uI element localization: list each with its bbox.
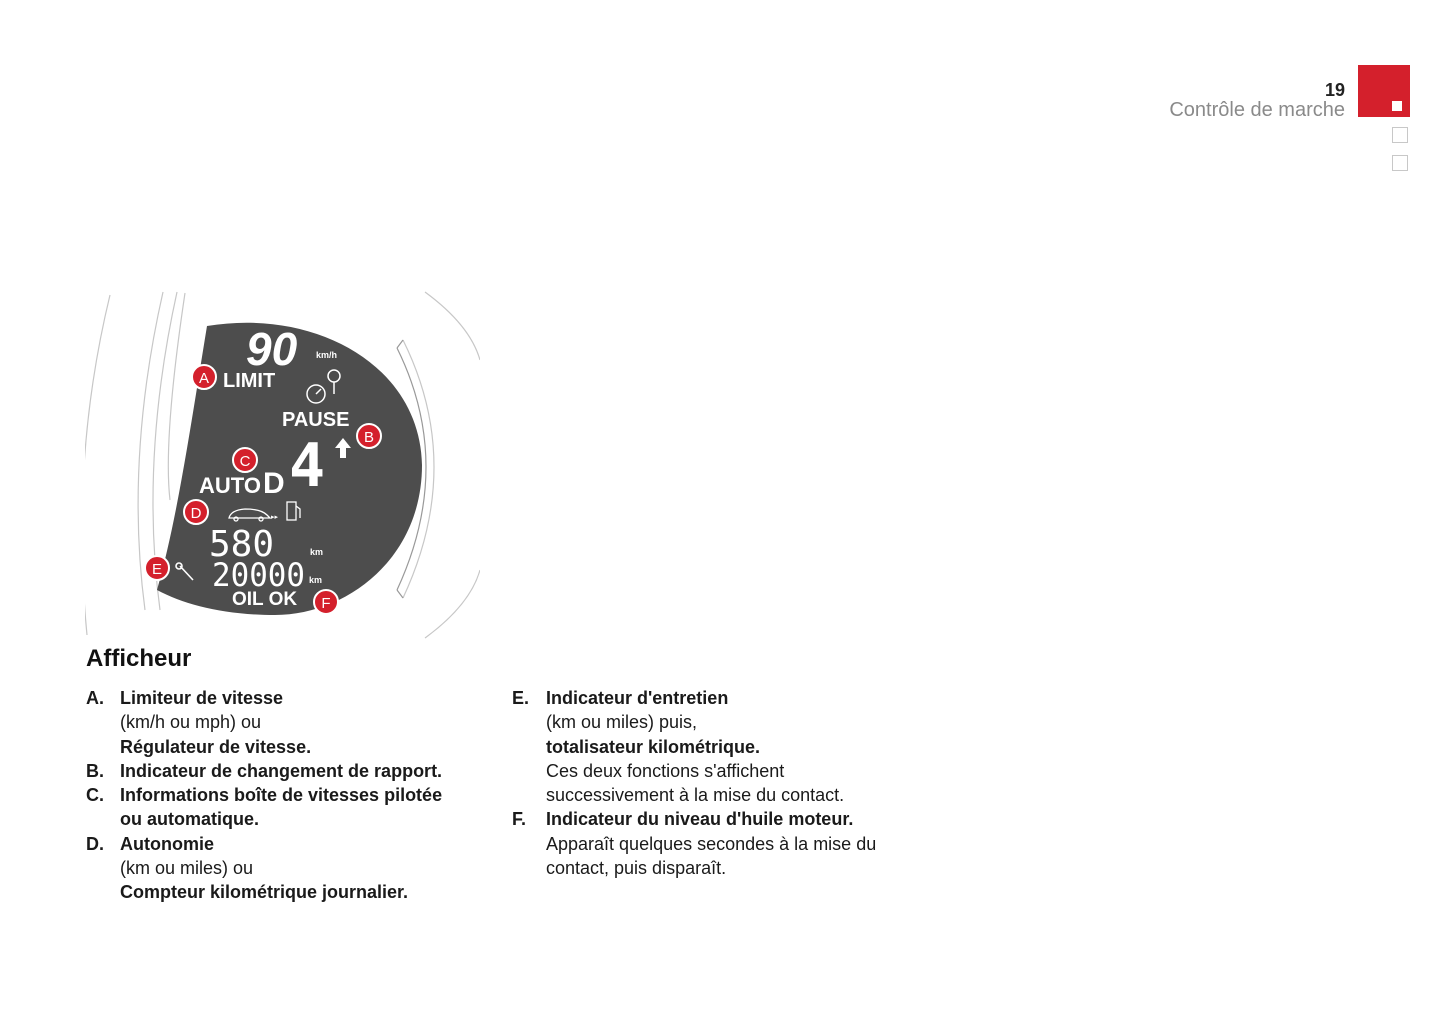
odometer-value: 20000: [212, 556, 305, 594]
oil-label: OIL OK: [232, 589, 298, 610]
legend-item-d: [86, 832, 486, 905]
callout-c-label: C: [239, 453, 251, 470]
instrument-display-figure: [85, 290, 480, 640]
arrows-icon: ▸▸: [271, 514, 279, 521]
legend-item-e: [512, 686, 912, 807]
legend-item-c: [86, 783, 486, 832]
chapter-title: Contrôle de marche: [1169, 99, 1345, 121]
legend-text: Ces deux fonctions s'affichent: [546, 760, 785, 781]
legend-text: Compteur kilométrique journalier.: [120, 882, 409, 903]
range-value: 580: [209, 524, 275, 565]
legend-item-a: [86, 686, 486, 759]
legend-text: Indicateur du niveau d'huile moteur.: [546, 809, 854, 830]
legend-text: Informations boîte de vitesses pilotée: [120, 785, 443, 806]
legend-text: successivement à la mise du contact.: [546, 785, 845, 806]
legend-text: Apparaît quelques secondes à la mise du: [546, 833, 877, 854]
speed-unit: km/h: [316, 350, 338, 360]
gear-value: 4: [289, 431, 326, 501]
legend-text: totalisateur kilométrique.: [546, 736, 761, 757]
odometer-unit: km: [309, 575, 323, 585]
legend-text: Autonomie: [120, 833, 214, 854]
legend-letter: D.: [86, 833, 104, 854]
legend-text: Indicateur de changement de rapport.: [120, 760, 443, 781]
chapter-tab-empty-2: [1392, 155, 1408, 171]
legend-text: contact, puis disparaît.: [546, 858, 727, 879]
legend-text: (km ou miles) puis,: [546, 712, 698, 733]
legend-letter: E.: [512, 688, 530, 708]
callout-d-label: D: [190, 505, 202, 522]
callout-e: [145, 556, 169, 580]
auto-label: AUTO: [199, 473, 261, 498]
legend-letter: F.: [512, 809, 527, 830]
speed-value: 90: [246, 323, 298, 375]
legend-text: ou automatique.: [120, 809, 259, 830]
callout-a-label: A: [198, 370, 210, 387]
tab-marker-icon: [1392, 101, 1402, 111]
legend-text: Limiteur de vitesse: [120, 688, 284, 708]
legend-item-f: [512, 807, 912, 880]
legend-text: (km/h ou mph) ou: [120, 712, 262, 733]
legend-letter: A.: [86, 688, 104, 708]
legend-text: Régulateur de vitesse.: [120, 736, 312, 757]
legend-text: (km ou miles) ou: [120, 858, 254, 879]
chapter-tab-empty-1: [1392, 127, 1408, 143]
pause-label: PAUSE: [282, 409, 350, 431]
legend-list-left: [86, 686, 486, 905]
callout-c: [233, 448, 257, 472]
section-title: Afficheur: [86, 645, 192, 672]
chapter-tab-active: [1358, 65, 1410, 117]
callout-a: [192, 365, 216, 389]
callout-b-label: B: [363, 429, 375, 446]
legend-item-b: [86, 759, 486, 783]
drive-label: D: [263, 467, 285, 500]
page-number: 19: [1324, 80, 1345, 100]
legend-letter: B.: [86, 760, 104, 781]
limit-label: LIMIT: [223, 370, 276, 392]
callout-f: [314, 590, 338, 614]
callout-b: [357, 424, 381, 448]
legend-text: Indicateur d'entretien: [546, 688, 729, 708]
range-unit: km: [310, 547, 324, 557]
callout-d: [184, 500, 208, 524]
callout-f-label: F: [321, 595, 331, 612]
instrument-display-svg: [85, 290, 480, 640]
legend-letter: C.: [86, 785, 104, 806]
callout-e-label: E: [151, 561, 163, 578]
legend-list-right: [512, 686, 912, 880]
